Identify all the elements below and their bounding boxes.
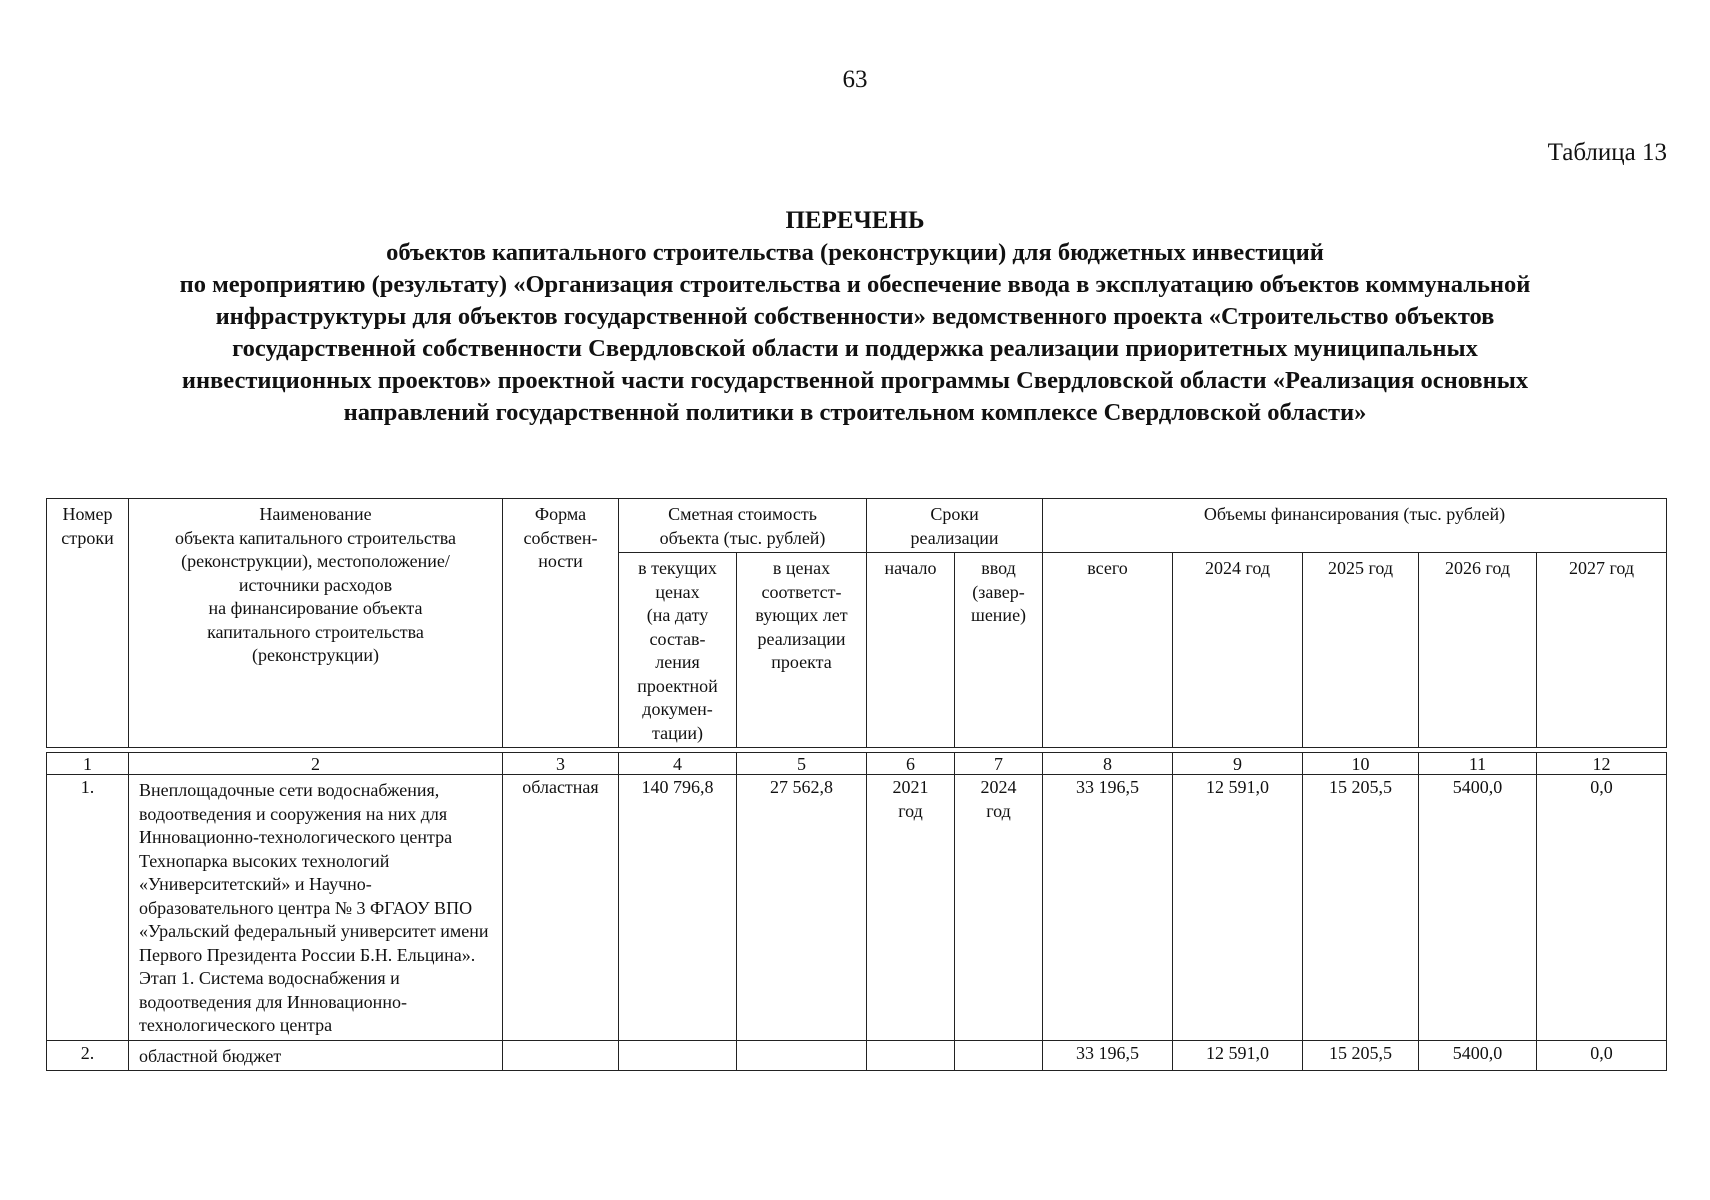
title-line: инфраструктуры для объектов государственной собственности» ведомственного проекта «Строительство объектов [215,303,1495,330]
title-main: ПЕРЕЧЕНЬ [785,207,925,234]
header-estimated-cost: Сметная стоимость объекта (тыс. рублей) [619,499,867,553]
cost-current-prices: 140 796,8 [619,775,737,1041]
page-number: 63 [842,66,868,93]
title-line: объектов капитального строительства (реконструкции) для бюджетных инвестиций [386,239,1324,266]
title-line: направлений государственной политики в строительном комплексе Свердловской области» [343,399,1367,426]
column-number: 9 [1173,753,1303,775]
header-2026: 2026 год [1419,553,1537,748]
header-2025: 2025 год [1303,553,1419,748]
table-row [47,775,1667,1041]
completion-year [955,1040,1043,1071]
row-number: 2. [47,1040,129,1071]
document-title [40,205,1670,429]
column-number: 10 [1303,753,1419,775]
column-number: 11 [1419,753,1537,775]
cost-year-prices: 27 562,8 [737,775,867,1041]
funding-source: областной бюджет [129,1040,503,1071]
title-line: по мероприятию (результату) «Организация строительства и обеспечение ввода в эксплуатацию объектов коммунальной [179,271,1531,298]
header-year-prices: в ценах соответст- вующих лет реализации проекта [737,553,867,748]
ownership-form [503,1040,619,1071]
column-number: 2 [129,753,503,775]
financing-2027: 0,0 [1537,775,1667,1041]
ownership-form: областная [503,775,619,1041]
financing-2027: 0,0 [1537,1040,1667,1071]
object-name: Внеплощадочные сети водоснабжения, водоотведения и сооружения на них для Инновационно-технологического центра Технопарка высоких технологий «Университетский» и Научно-образовательного центра № 3 ФГАОУ ВПО «Уральский федеральный университет имени Первого Президента России Б.Н. Ельцина». Этап 1. Система водоснабжения и водоотведения для Инновационно-технологического центра [129,775,503,1041]
financing-2026: 5400,0 [1419,775,1537,1041]
start-year [867,1040,955,1071]
completion-year: 2024 год [955,775,1043,1041]
header-ownership: Форма собствен- ности [503,499,619,748]
financing-2025: 15 205,5 [1303,775,1419,1041]
cost-year-prices [737,1040,867,1071]
financing-total: 33 196,5 [1043,1040,1173,1071]
header-2027: 2027 год [1537,553,1667,748]
column-number: 12 [1537,753,1667,775]
column-number: 6 [867,753,955,775]
header-object-name: Наименование объекта капитального строительства (реконструкции), местоположение/ источники расходов на финансирование объекта капитального строительства (реконструкции) [129,499,503,748]
financing-total: 33 196,5 [1043,775,1173,1041]
header-row-number: Номер строки [47,499,129,748]
table-row [47,1040,1667,1071]
financing-2024: 12 591,0 [1173,1040,1303,1071]
financing-2025: 15 205,5 [1303,1040,1419,1071]
header-total: всего [1043,553,1173,748]
column-number: 5 [737,753,867,775]
capital-construction-table [46,498,1667,1071]
column-numbers-row [47,753,1667,775]
column-number: 1 [47,753,129,775]
header-completion: ввод (завер- шение) [955,553,1043,748]
header-2024: 2024 год [1173,553,1303,748]
column-number: 8 [1043,753,1173,775]
header-current-prices: в текущих ценах (на дату состав- ления проектной докумен- тации) [619,553,737,748]
header-financing: Объемы финансирования (тыс. рублей) [1043,499,1667,553]
start-year: 2021 год [867,775,955,1041]
cost-current-prices [619,1040,737,1071]
row-number: 1. [47,775,129,1041]
column-number: 7 [955,753,1043,775]
column-number: 3 [503,753,619,775]
column-number: 4 [619,753,737,775]
table-caption: Таблица 13 [1547,139,1667,166]
header-start: начало [867,553,955,748]
financing-2024: 12 591,0 [1173,775,1303,1041]
title-line: инвестиционных проектов» проектной части государственной программы Свердловской области «Реализация основных [181,367,1529,394]
title-line: государственной собственности Свердловской области и поддержка реализации приоритетных муниципальных [232,335,1478,362]
header-terms: Сроки реализации [867,499,1043,553]
financing-2026: 5400,0 [1419,1040,1537,1071]
